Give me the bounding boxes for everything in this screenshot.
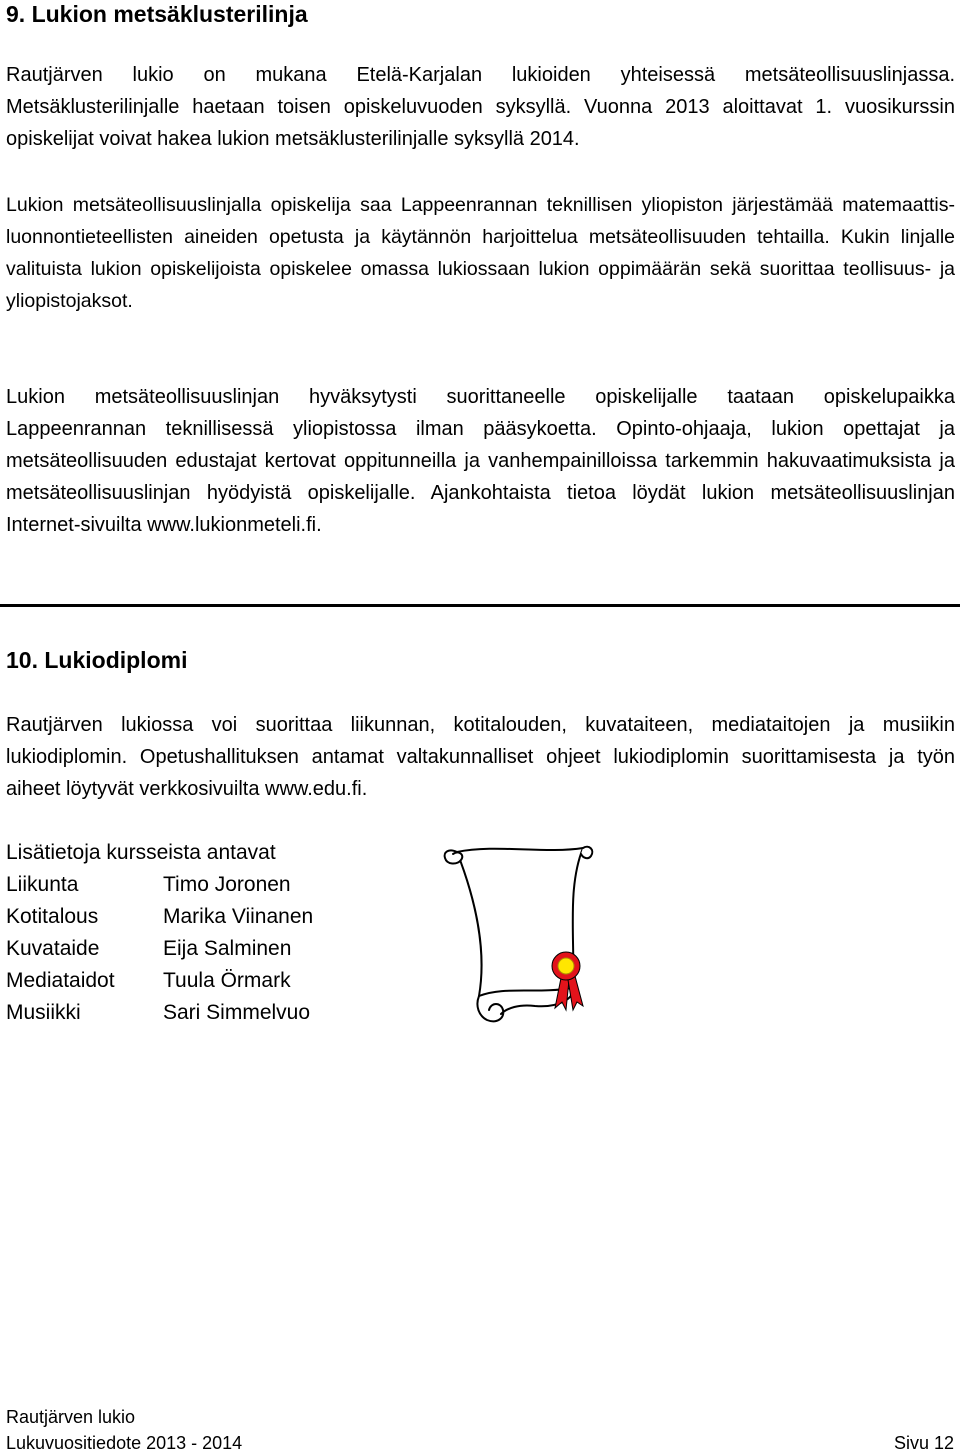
page-number: Sivu 12 [893,1433,954,1453]
contact-subject: Liikunta [6,873,79,896]
diploma-scroll-icon [435,838,595,1028]
contacts-heading: Lisätietoja kursseista antavat [6,841,276,864]
contact-row [6,965,313,997]
section-9-paragraph-1: Rautjärven lukio on mukana Etelä-Karjalan lukioiden yhteisessä metsäteollisuuslinjassa. Metsäklusterilinjalle haetaan toisen opiskeluvuoden syksyllä. Vuonna 2013 aloittavat 1. vuosikurssin opiskelijat voivat hakea lukion metsäklusterilinjalle syksyllä 2014. [6,64,955,150]
footer-publication: Lukuvuositiedote 2013 - 2014 [6,1433,243,1453]
contact-subject: Kotitalous [6,905,99,928]
section-10-paragraph-1: Rautjärven lukiossa voi suorittaa liikunnan, kotitalouden, kuvataiteen, mediataitojen ja musiikin lukiodiplomin. Opetushallituksen antamat valtakunnalliset ohjeet lukiodiplomin suorittamisesta ja työn aiheet löytyvät verkkosivuilta www.edu.fi. [6,714,955,800]
section-9-paragraph-2: Lukion metsäteollisuuslinjalla opiskelija saa Lappeenrannan teknillisen yliopiston järjestämää matemaattis-luonnontieteellisten aineiden opetusta ja käytännön harjoittelua metsäteollisuuden tehtailla. Kukin linjalle valituista lukion opiskelijoista opiskelee omassa lukiossaan lukion oppimäärän sekä suorittaa teollisuus- ja yliopistojaksot. [6,194,955,312]
contact-row [6,901,313,933]
contact-subject: Kuvataide [6,937,100,960]
contact-person: Sari Simmelvuo [163,1001,311,1024]
section-divider [0,604,960,607]
contact-person: Timo Joronen [163,873,291,896]
contact-row [6,869,313,901]
section-9-paragraph-3: Lukion metsäteollisuuslinjan hyväksytysti suorittaneelle opiskelijalle taataan opiskelupaikka Lappeenrannan teknillisessä yliopistossa ilman pääsykoetta. Opinto-ohjaaja, lukion opettajat ja metsäteollisuuden edustajat kertovat oppitunneilla ja vanhempainilloissa tarkemmin hakuvaatimuksista ja metsäteollisuuslinjan hyödyistä opiskelijalle. Ajankohtaista tietoa löydät lukion metsäteollisuuslinjan Internet-sivuilta www.lukionmeteli.fi. [6,386,955,536]
contact-person: Eija Salminen [163,937,292,960]
contact-subject: Mediataidot [6,969,115,992]
contact-person: Marika Viinanen [163,905,314,928]
footer-school: Rautjärven lukio [6,1407,136,1427]
contacts-list [6,837,313,1029]
contact-subject: Musiikki [6,1001,81,1024]
contact-person: Tuula Örmark [163,969,291,992]
section-10-title: 10. Lukiodiplomi [6,647,188,673]
contact-row [6,997,313,1029]
contact-row [6,933,313,965]
section-9-title: 9. Lukion metsäklusterilinja [6,1,308,27]
